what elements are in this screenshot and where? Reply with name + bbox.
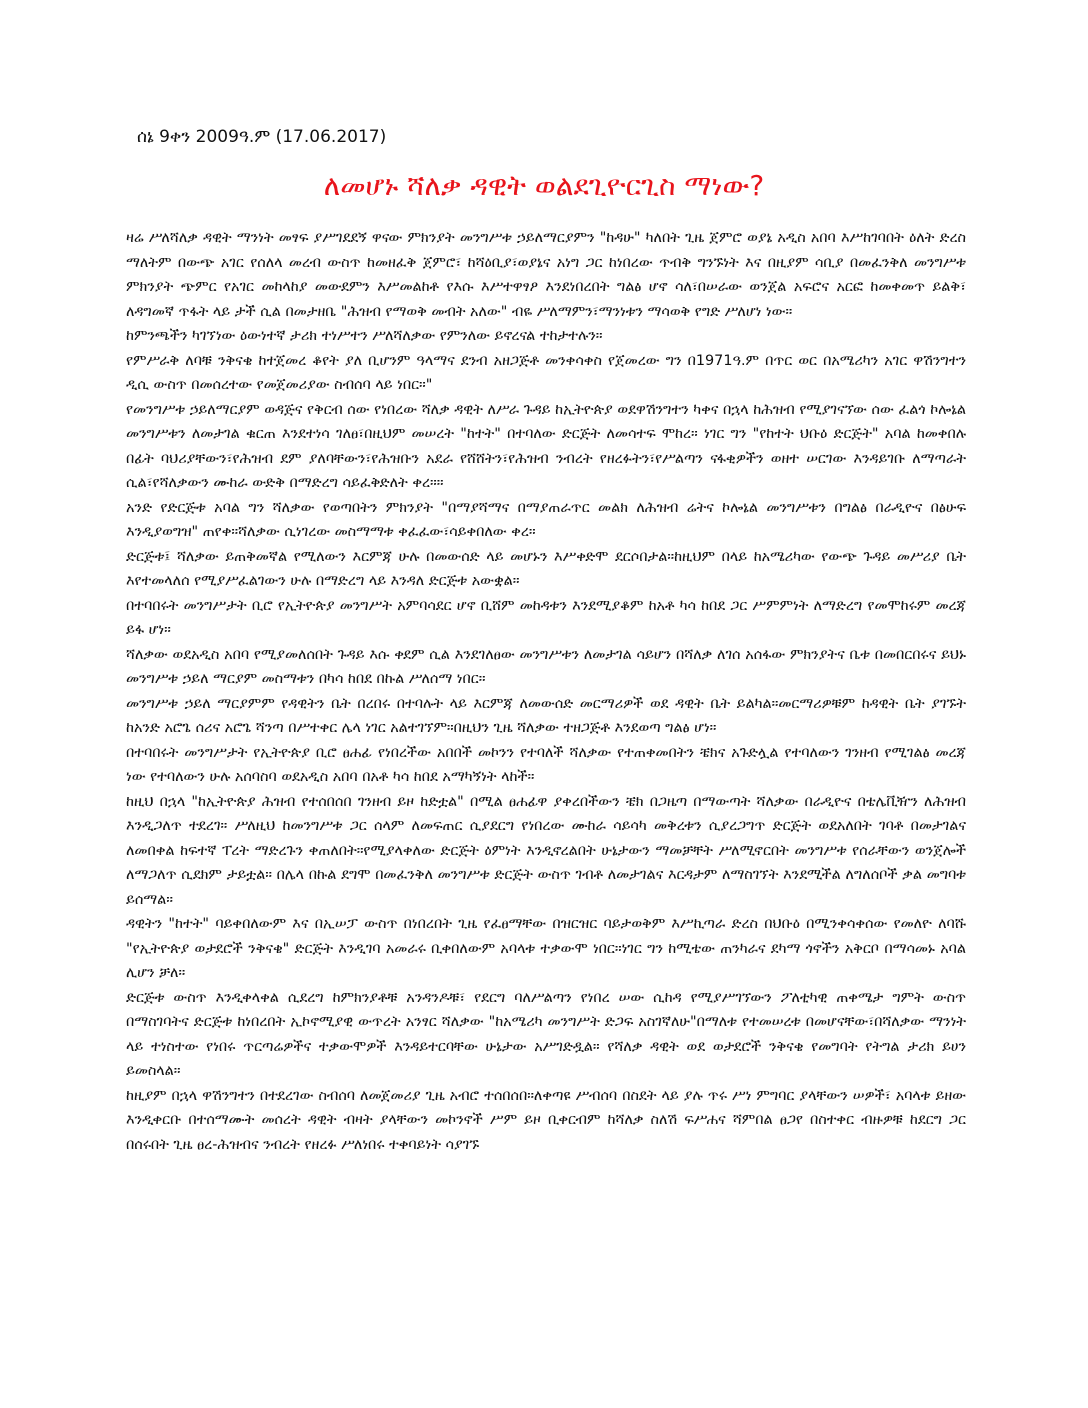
paragraph: ዛሬ ሥለሻለቃ ዳዊት ማንነት መፃፍ ያሥገደደኝ ዋናው ምክንያት መንግሥቱ ኃይለማርያምን "ከዳሁ" ካለበት ጊዜ ጀምሮ ወያኔ አዲስ አበባ እሥከገባበት ዕለት ድረስ ማለትም በውጭ አገር የሰለላ መረብ ውስጥ ከመዘፈቅ ጀምሮ፣ ከሻዕቢያ፣ወያኔና አነግ ጋር ከነበረው ጥብቅ ግንኙነት እና በዚያም ሳቢያ በመፈንቅለ መንግሥቱ ምክንያት ጭምር የአገር መከላከያ መውደምን እሥመልከቶ የእሱ እሥተዋፃዖ እንደነበረበት ግልፅ ሆኖ ሳለ፣በሠራው ወንጀል አፍሮና አርፎ ከመቀመጥ ይልቅ፣ ለዳግመኛ ጥፋት ላይ ታች ሲል በመታዘቤ "ሕዝብ የማወቅ መብት አለው" ብዬ ሥለማምን፣ማንነቱን ማሳወቅ የግድ ሥለሆነ ነው። (126, 230, 966, 320)
paragraph: የመንግሥቱ ኃይለማርያም ወዳጅና የቅርብ ሰው የነበረው ሻለቃ ዳዊት ለሥራ ጉዳይ ከኢትዮጵያ ወደዋሽንግተን ካቀና በኋላ ከሕዝብ የሚያገናኘው ሰው ፈልጎ ኮሎኔል መንግሥቱን ለመታገል ቁርጠ እንደተነሳ ገለፀ፣በዚህም መሠረት "ከተት" በተባለው ድርጅት ለመሳተፍ ሞከረ። ነገር ግን "የከተት ህቡዕ ድርጅት" አባል ከመቀበሉ በፊት ባህሪያቸውን፣የሕዝብ ደም ያለባቸውን፣የሕዝቡን አደራ የሸሸትን፣የሕዝብ ንብረት የዘረፉትን፣የሥልጣን ናፋቂዎችን ወዘተ ሠርገው እንዳይገቡ ለማጣራት ሲል፣የሻለቃውን ሙከራ ውድቅ በማድረግ ሳይፈቅድለት ቀረ።። (126, 401, 966, 491)
paragraph: ድርጅቱ፤ ሻለቃው ይጠቅመኛል የሚለውን እርምጃ ሁሉ በመውሰድ ላይ መሆኑን እሥቀድሞ ደርሶበታል።ከዚህም በላይ ከአሜሪካው የውጭ ጉዳይ መሥሪያ ቤት እየተመላለሰ የሚያሥፈልገውን ሁሉ በማድረግ ላይ እንዳለ ድርጅቱ አውቋል። (126, 548, 966, 589)
paragraph: በተባበሩት መንግሥታት የኢትዮጵያ ቢሮ ፀሐፊ የነበረችው አበበች መኮንን የተባለች ሻለቃው የተጠቀመበትን ቼክና አጉድሏል የተባለውን ገንዘብ የሚገልፅ መረጃ ነው የተባለውን ሁሉ አሰባስባ ወደአዲስ አበባ በአቶ ካሳ ከበደ አማካኝነት ላከች። (126, 744, 966, 785)
paragraph: ከዚያም በኋላ ዋሽንግተን በተደረገው ስብሰባ ለመጀመሪያ ጊዜ አብሮ ተሰበሰበ።ለቀጣዩ ሥብሰባ በስደት ላይ ያሉ ጥሩ ሥነ ምግባር ያላቸውን ሠዎች፣ አባላቱ ይዘው እንዲቀርቡ በተሰማሙት መሰረት ዳዊት ብዛት ያላቸውን መኮንኖች ሥም ይዞ ቢቀርብም ከሻለቃ ስለሽ ፍሥሐና ሻምበል ፀጋየ በስተቀር ብዙዎቹ ከደርግ ጋር በሰሩበት ጊዜ ፀረ-ሕዝብና ንብረት የዘረፉ ሥለነበሩ ተቀባይነት ሳያገኙ (126, 1087, 966, 1153)
paragraph: ዳዊትን "ከተት" ባይቀበለውም እና በኢሠፓ ውስጥ በነበረበት ጊዜ የፈፀማቸው በዝርዝር ባይታወቅም እሥኪጣራ ድረስ በህቡዕ በሚንቀሳቀሰው የመለዮ ለባሹ "የኢትዮጵያ ወታደሮች ንቅናቄ" ድርጅት እንዲገባ አመራሩ ቢቀበለውም አባላቱ ተቃውሞ ነበር።ነገር ግን ከሚቴው ጠንካራና ደካማ ጎኖችን አቅርቦ በማሳመኑ አባል ሊሆን ቻለ። (126, 916, 966, 981)
paragraph: ከምንጫችን ካገኘነው ዕውነተኛ ታሪክ ተነሥተን ሥለሻለቃው የምንለው ይኖረናል ተከታተሉን። (126, 328, 603, 344)
paragraph: አንድ የድርጅቱ አባል ግን ሻለቃው የወጣበትን ምክንያት "በማያሻማና በማያጠራጥር መልክ ለሕዝብ ሬትና ኮሎኔል መንግሥቱን በግልፅ በራዲዮና በፅሁፍ እንዲያወግዝ" ጠየቀ።ሻለቃው ሲነገረው መስማማቱ ቀፈፈው፣ሳይቀበለው ቀረ። (126, 499, 966, 540)
date-line: ሰኔ 9ቀን 2009ዓ.ም (17.06.2017) (137, 127, 387, 147)
paragraph: ሻለቃው ወደአዲስ አበባ የሚያመለሰበት ጉዳይ እሱ ቀደም ሲል እንደገለፀው መንግሥቱን ለመታገል ሳይሆን በሻለቃ ለገሰ አሰፋው ምክንያትና ቤቱ በመበርበሩና ይህኑ መንግሥቱ ኃይለ ማርያም መስማቱን በካሳ ከበደ በኩል ሥለሰማ ነበር። (126, 646, 966, 687)
document-title: ለመሆኑ ሻለቃ ዳዊት ወልደጊዮርጊስ ማነው? (323, 169, 765, 202)
paragraph: ከዚህ በኋላ "ከኢትዮጵያ ሕዝብ የተሰበሰበ ገንዘብ ይዞ ከድቷል" በሚል ፀሐፊዋ ያቀረበችውን ቼክ በጋዜጣ በማውጣት ሻለቃው በራዲዮና በቴሌቪዥን ለሕዝብ እንዲጋለጥ ተደረገ። ሥለዚህ ከመንግሥቱ ጋር ሰላም ለመፍጠር ሲያደርግ የነበረው ሙከራ ሳይሳካ መቅረቱን ሲያረጋግጥ ድርጅት ወደአለበት ገባቶ በመታገልና ለመበቀል ከፍተኛ ፐረት ማድረጉን ቀጠለበት።የሚያላቀለው ድርጅት ዕምነት እንዲኖረልበት ሁኔታውን ማመቻቸት ሥለሚኖርበት መንግሥቱ የሰራቸውን ወንጀሎች ለማጋለጥ ሲደክም ታይቷል። በሌላ በኩል ደግሞ በመፈንቅለ መንግሥቱ ድርጅት ውስጥ ገብቶ ለመታገልና እርዳታም ለማስገኘት እንደሚችል ለግለሰቦች ቃል መግባቱ ይሰማል። (126, 793, 966, 908)
paragraph: የምሥራቅ ለባቹ ንቅናቄ ከተጀመረ ቆየት ያለ ቢሆንም ዓላማና ደንብ አዘጋጅቶ መንቀሳቀስ የጀመረው ግን በ1971ዓ.ም በጥር ወር በአሜሪካን አገር ዋሽንግተን ዲሲ ውስጥ በመሰረተው የመጀመሪያው ስብሰባ ላይ ነበር።" (126, 352, 966, 393)
paragraph: መንግሥቱ ኃይለ ማርያምም የዳዊትን ቤት በረበሩ በተባሉት ላይ እርምጃ ለመውሰድ መርማሪዎች ወደ ዳዊት ቤት ይልካል።መርማሪዎቹም ከዳዊት ቤት ያገኙት ከአንድ አሮጌ ሰሪና አሮጌ ሻንጣ በሥተቀር ሌላ ነገር አልተገኘም።በዚህን ጊዜ ሻለቃው ተዘጋጅቶ እንደወጣ ግልፅ ሆነ። (126, 695, 966, 736)
paragraph: በተባበሩት መንግሥታት ቢሮ የኢትዮጵያ መንግሥት አምባሳደር ሆኖ ቢሸም መከዳቱን እንደሚያቆም ከአቶ ካሳ ከበደ ጋር ሥምምነት ለማድረግ የመሞከሩም መረጃ ይፋ ሆነ። (126, 597, 966, 638)
article-body (126, 226, 966, 1157)
paragraph: ድርጅቱ ውስጥ እንዲቀላቀል ሲደረግ ከምክንያቶቹ አንዳንዶቹ፣ የደርግ ባለሥልጣን የነበረ ሠው ሲከዳ የሚያሥገኘውን ፖለቲካዊ ጠቀሜታ ግምት ውስጥ በማስገባትና ድርጅቱ ከነበረበት ኢኮኖሚያዊ ውጥረት አንፃር ሻለቃው "ከአሜሪካ መንግሥት ድጋፍ አስገኛለሁ"በማለቱ የተመሠረቱ በመሆናቸው፣በሻለቃው ማንነት ላይ ተነስተው የነበሩ ጥርጣሬዎችና ተቃውሞዎች እንዳይተርባቸው ሁኔታው አሥገድዷል። የሻለቃ ዳዊት ወደ ወታደሮች ንቅናቄ የመግባት የትግል ታሪክ ይሀን ይመስላል። (126, 989, 966, 1079)
